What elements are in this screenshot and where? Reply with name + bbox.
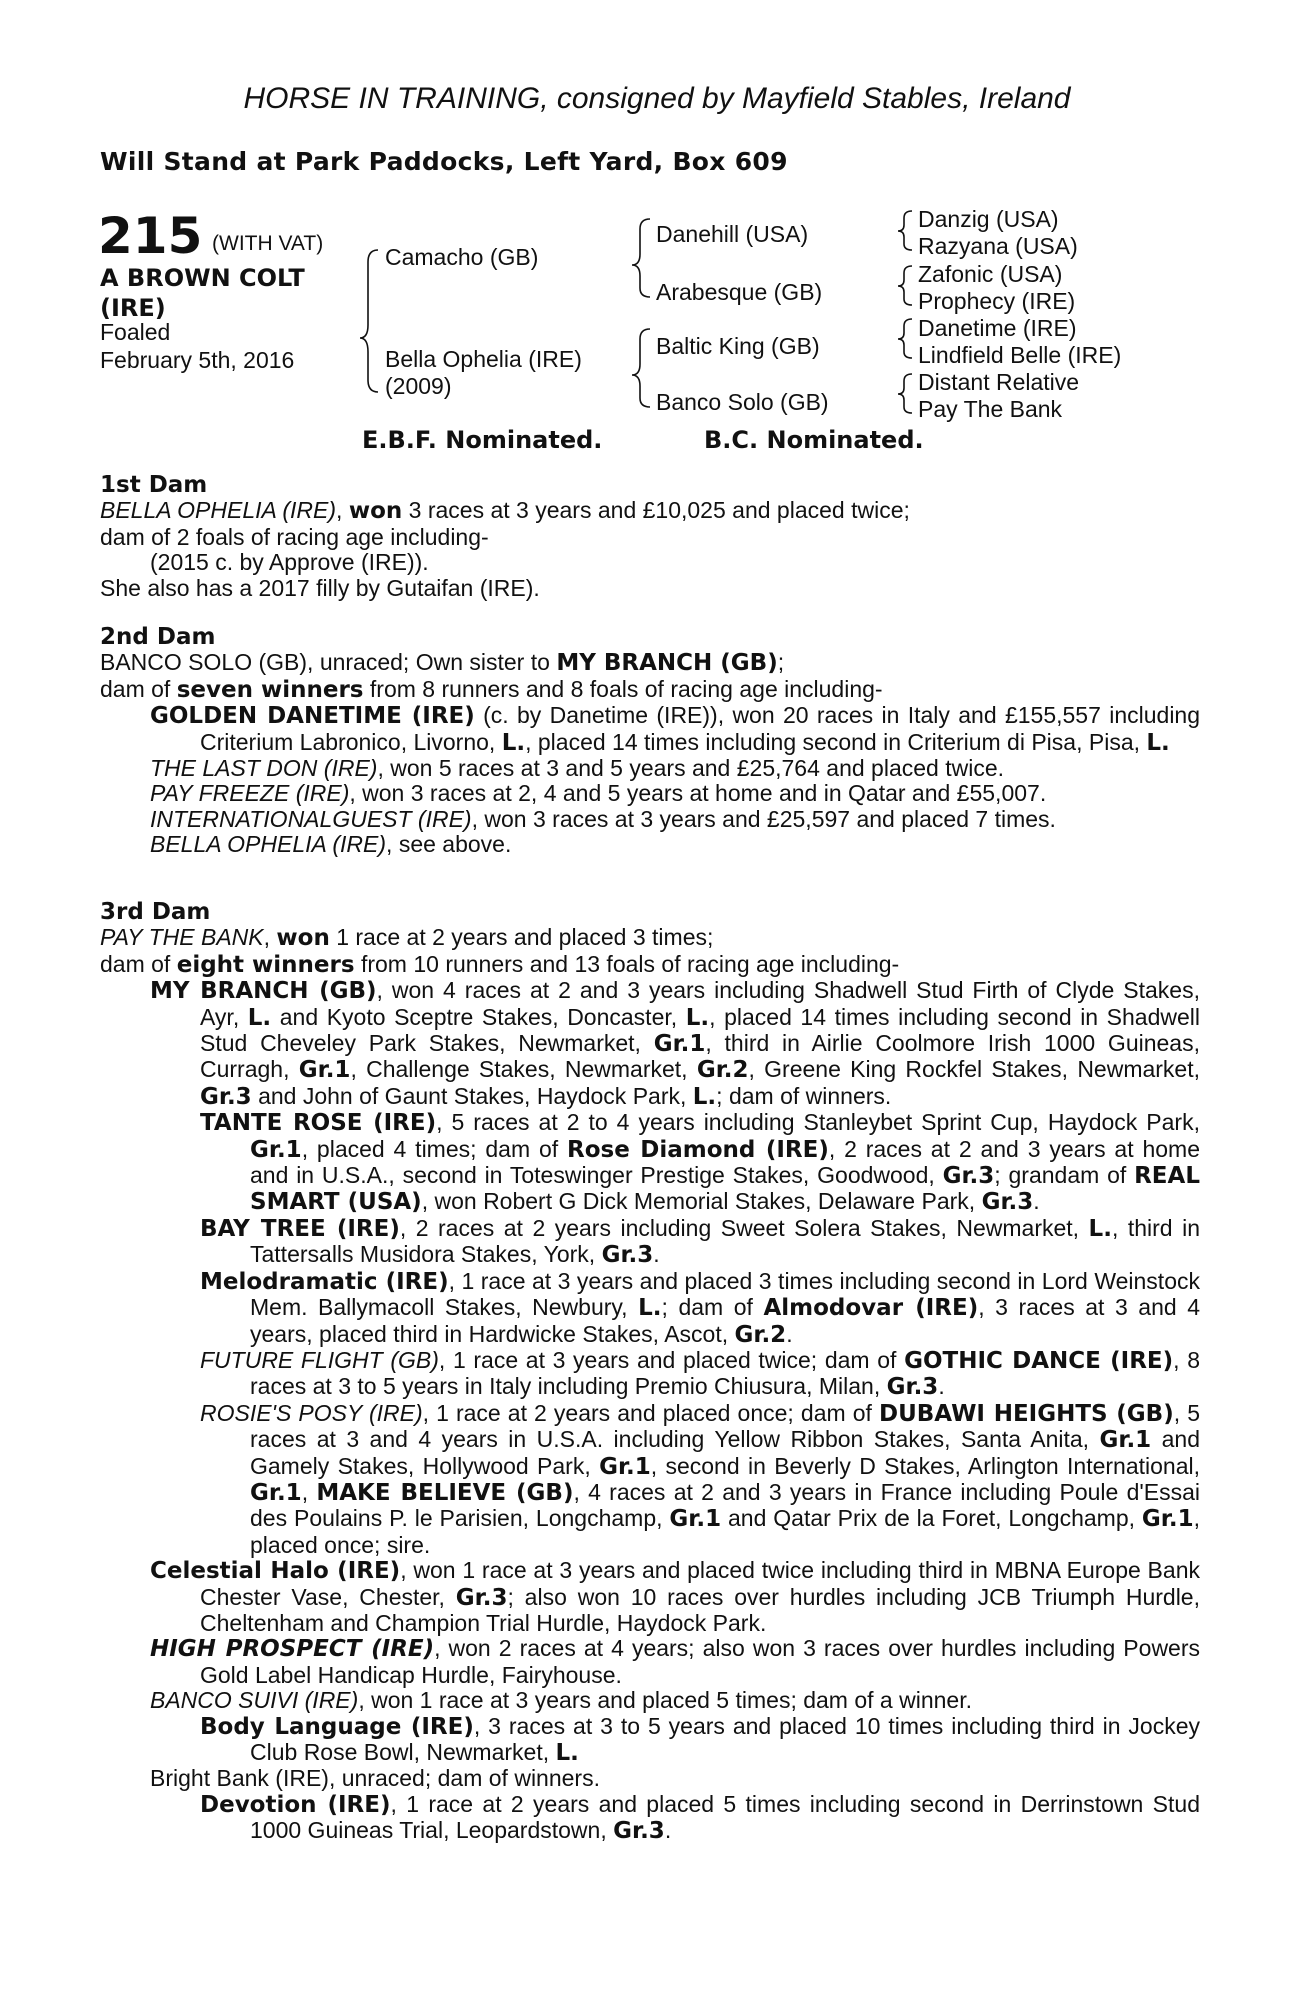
- text: , Challenge Stakes, Newmarket,: [350, 1056, 697, 1083]
- grade: Gr.1: [599, 1453, 651, 1480]
- text: .: [653, 1241, 660, 1268]
- text: , 3 races at 3 to 5 years and placed 10 times including third in Jockey Club Rose Bowl, Newmarket,: [250, 1712, 1200, 1765]
- text: ,: [301, 1478, 317, 1505]
- pedigree-sire-dam: Arabesque (GB): [656, 279, 823, 305]
- second-dam-line1: [100, 650, 1200, 676]
- grade: Gr.1: [1141, 1506, 1194, 1533]
- third-dam-line1: [100, 925, 1200, 951]
- won-word: won: [276, 925, 330, 952]
- text: , won 3 races at 3 years and £25,597 and placed 7 times.: [471, 805, 1056, 832]
- text: ,: [263, 924, 277, 951]
- horse-name: INTERNATIONALGUEST (IRE): [150, 805, 472, 832]
- text: , Greene King Rockfel Stakes, Newmarket,: [748, 1056, 1201, 1083]
- pedigree-dam-sire: Baltic King (GB): [656, 333, 820, 359]
- second-dam-heading: 2nd Dam: [100, 624, 216, 650]
- text: , 1 race at 3 years and placed 3 times including second in Lord Weinstock Mem. Ballymacoll Stakes, Newbury,: [250, 1267, 1200, 1321]
- grade: Gr.3: [455, 1584, 508, 1611]
- produce-entry: [100, 1558, 1200, 1636]
- text: , won 1 race at 3 years and placed 5 times; dam of a winner.: [358, 1687, 972, 1714]
- pedigree-g3-2: Razyana (USA): [918, 233, 1078, 259]
- horse-name: FUTURE FLIGHT (GB): [200, 1346, 439, 1373]
- third-dam-section: [100, 900, 1200, 1845]
- third-dam-heading: 3rd Dam: [100, 899, 211, 925]
- pedigree-g3-3: Zafonic (USA): [918, 261, 1063, 287]
- text: , 3 races at 3 and 4 years, placed third in Hardwicke Stakes, Ascot,: [250, 1294, 1201, 1347]
- grade: Gr.1: [669, 1506, 722, 1533]
- text: , won 4 races at 2 and 3 years including Shadwell Stud Firth of Clyde Stakes, Ayr,: [200, 977, 1200, 1030]
- text: ; dam of winners.: [716, 1082, 892, 1109]
- vat-note: (WITH VAT): [212, 232, 324, 255]
- text: , third in Airlie Coolmore Irish 1000 Guineas, Curragh,: [200, 1030, 1200, 1083]
- grade: Gr.3: [601, 1242, 654, 1269]
- grade: Gr.3: [200, 1083, 252, 1110]
- pedigree-g3-7: Distant Relative: [918, 369, 1080, 395]
- text: and Qatar Prix de la Foret, Longchamp,: [721, 1505, 1142, 1532]
- text: .: [1033, 1188, 1040, 1215]
- text: dam of: [100, 950, 177, 977]
- produce-entry: Bright Bank (IRE), unraced; dam of winners.: [150, 1765, 600, 1792]
- text: , 4 races at 2 and 3 years in France including Poule d'Essai des Poulains P. le Parisien, Longchamp,: [250, 1478, 1201, 1532]
- bold-text: eight winners: [176, 951, 355, 978]
- second-dam-section: [100, 625, 1200, 858]
- horse-name: Melodramatic (IRE): [200, 1268, 449, 1295]
- text: , placed 14 times including second in Shadwell Stud Cheveley Park Stakes, Newmarket,: [200, 1003, 1200, 1057]
- horse-name: DUBAWI HEIGHTS (GB): [879, 1400, 1174, 1427]
- third-dam-line2: [100, 952, 1200, 978]
- grade: Gr.2: [696, 1057, 749, 1084]
- pedigree-dam-year: (2009): [385, 373, 452, 399]
- grade: Gr.2: [734, 1321, 787, 1348]
- produce-entry: [100, 756, 1200, 781]
- pedigree-sire-sire: Danehill (USA): [656, 221, 809, 247]
- text: .: [664, 1817, 672, 1844]
- grade: Gr.1: [1099, 1427, 1152, 1454]
- text: , 2 races at 2 years including Sweet Solera Stakes, Newmarket,: [399, 1214, 1089, 1241]
- grade: Gr.3: [942, 1163, 995, 1190]
- produce-entry: [100, 781, 1200, 806]
- produce-entry: [100, 1216, 1200, 1269]
- horse-name: TANTE ROSE (IRE): [200, 1110, 437, 1137]
- text: , 5 races at 2 to 4 years including Stanleybet Sprint Cup, Haydock Park,: [436, 1109, 1200, 1136]
- text: , won 3 races at 2, 4 and 5 years at home and in Qatar and £55,007.: [349, 780, 1047, 807]
- text: , second in Beverly D Stakes, Arlington International,: [650, 1452, 1201, 1479]
- grade: L.: [1088, 1215, 1112, 1242]
- text: , 5 races at 3 and 4 years in U.S.A. including Yellow Ribbon Stakes, Santa Anita,: [250, 1399, 1200, 1453]
- horse-name: HIGH PROSPECT (IRE): [150, 1636, 435, 1663]
- text: (c. by Danetime (IRE)), won 20 races in Italy and £155,557 including Criterium Labronico, Livorno,: [200, 702, 1201, 755]
- produce-entry: [100, 703, 1200, 756]
- pedigree-dam: Bella Ophelia (IRE): [385, 346, 582, 372]
- text: , third in Tattersalls Musidora Stakes, York,: [250, 1214, 1200, 1268]
- text: , 1 race at 2 years and placed once; dam of: [422, 1399, 879, 1426]
- text: , won 5 races at 3 and 5 years and £25,764 and placed twice.: [377, 755, 1004, 782]
- produce-entry: [100, 1269, 1200, 1348]
- bc-nominated: B.C. Nominated.: [704, 426, 924, 454]
- produce-entry: [100, 1348, 1200, 1401]
- horse-name: MY BRANCH (GB): [150, 978, 377, 1005]
- text: , won 2 races at 4 years; also won 3 races over hurdles including Powers Gold Label Handicap Hurdle, Fairyhouse.: [200, 1635, 1201, 1688]
- horse-name: ROSIE'S POSY (IRE): [200, 1399, 423, 1426]
- horse-name: REAL SMART (USA): [250, 1163, 1200, 1216]
- grade: Gr.1: [250, 1479, 302, 1506]
- grade: L.: [638, 1295, 662, 1322]
- text: .: [786, 1320, 793, 1347]
- grade: Gr.3: [613, 1818, 665, 1845]
- first-dam-record: 3 races at 3 years and £10,025 and placed twice;: [402, 497, 910, 524]
- horse-name: PAY FREEZE (IRE): [150, 780, 350, 807]
- produce-entry: [100, 978, 1200, 1110]
- text: , won 1 race at 3 years and placed twice including third in MBNA Europe Bank Chester Vase, Chester,: [200, 1557, 1200, 1610]
- grade: L.: [692, 1083, 717, 1110]
- text: ;: [777, 649, 785, 676]
- text: , see above.: [386, 831, 512, 858]
- text: , 1 race at 3 years and placed twice; dam of: [438, 1346, 905, 1373]
- text: ; dam of: [661, 1294, 764, 1321]
- bold-name: MY BRANCH (GB): [556, 650, 778, 677]
- text: and Kyoto Sceptre Stakes, Doncaster,: [271, 1003, 686, 1030]
- produce-entry: [100, 807, 1200, 832]
- grade: L.: [555, 1740, 579, 1766]
- first-dam-foal: (2015 c. by Approve (IRE)).: [150, 549, 429, 576]
- lot-number: 215: [98, 207, 203, 265]
- text: 1 race at 2 years and placed 3 times;: [329, 924, 714, 951]
- grade: L.: [1146, 729, 1170, 756]
- first-dam-section: [100, 473, 1200, 601]
- pedigree-sire: Camacho (GB): [385, 244, 539, 270]
- text: and Gamely Stakes, Hollywood Park,: [250, 1426, 1201, 1479]
- produce-entry: [100, 1401, 1200, 1558]
- grade: Gr.1: [653, 1031, 706, 1058]
- grade: Gr.3: [981, 1189, 1034, 1216]
- text: ; also won 10 races over hurdles including JCB Triumph Hurdle, Cheltenham and Champion Trial Hurdle, Haydock Park.: [200, 1583, 1200, 1636]
- text: ; grandam of: [994, 1162, 1135, 1189]
- grade: L.: [247, 1004, 272, 1031]
- horse-name: Rose Diamond (IRE): [567, 1136, 829, 1163]
- text: from 10 runners and 13 foals of racing age including-: [354, 950, 900, 977]
- horse-name: BANCO SUIVI (IRE): [150, 1687, 359, 1714]
- horse-name: GOTHIC DANCE (IRE): [904, 1347, 1174, 1374]
- ebf-nominated: E.B.F. Nominated.: [362, 426, 603, 454]
- text: , placed once; sire.: [250, 1505, 1200, 1558]
- first-dam-name: BELLA OPHELIA (IRE): [100, 497, 337, 524]
- pedigree-g3-6: Lindfield Belle (IRE): [918, 342, 1122, 368]
- pedigree-g3-4: Prophecy (IRE): [918, 288, 1076, 314]
- text: , placed 4 times; dam of: [301, 1135, 567, 1162]
- produce-entry: [100, 1688, 1200, 1713]
- foaled-label: Foaled: [100, 319, 171, 345]
- pedigree-dam-dam: Banco Solo (GB): [656, 389, 829, 415]
- won-word: won: [348, 498, 403, 525]
- text: BANCO SOLO (GB), unraced; Own sister to: [100, 649, 557, 676]
- first-dam-line2: dam of 2 foals of racing age including-: [100, 523, 489, 550]
- horse-name: Devotion (IRE): [200, 1791, 391, 1818]
- horse-name: Celestial Halo (IRE): [150, 1558, 401, 1585]
- grade: L.: [501, 729, 526, 756]
- horse-name: PAY THE BANK: [100, 924, 264, 951]
- pedigree-g3-1: Danzig (USA): [918, 206, 1059, 232]
- produce-entry: [100, 1110, 1200, 1216]
- first-dam-line1: BELLA OPHELIA (IRE), won 3 races at 3 years and £10,025 and placed twice;: [100, 497, 910, 525]
- produce-entry: [100, 1792, 1200, 1845]
- produce-entry: [100, 1636, 1200, 1688]
- pedigree-g3-8: Pay The Bank: [918, 396, 1063, 422]
- text: , 2 races at 2 and 3 years at home and in U.S.A., second in Toteswinger Prestige Stakes, Goodwood,: [250, 1135, 1200, 1189]
- foaled-date: February 5th, 2016: [100, 347, 295, 373]
- horse-name: THE LAST DON (IRE): [150, 755, 378, 782]
- text: , 8 races at 3 to 5 years in Italy including Premio Chiusura, Milan,: [250, 1346, 1200, 1400]
- produce-entry: [100, 1714, 1200, 1767]
- horse-name: BELLA OPHELIA (IRE): [150, 831, 387, 858]
- pedigree-g3-5: Danetime (IRE): [918, 315, 1077, 341]
- catalogue-header: HORSE IN TRAINING, consigned by Mayfield Stables, Ireland: [243, 82, 1071, 115]
- horse-name: Almodovar (IRE): [763, 1295, 979, 1322]
- description-line1: A BROWN COLT: [100, 264, 305, 292]
- horse-name: MAKE BELIEVE (GB): [316, 1479, 574, 1506]
- text: from 8 runners and 8 foals of racing age including-: [363, 675, 883, 702]
- text: .: [938, 1373, 945, 1400]
- first-dam-note: She also has a 2017 filly by Gutaifan (IRE).: [100, 574, 540, 601]
- grade: Gr.3: [886, 1374, 939, 1401]
- first-dam-heading: 1st Dam: [100, 472, 208, 498]
- grade: Gr.1: [250, 1136, 302, 1163]
- text: dam of: [100, 675, 177, 702]
- description-line2: (IRE): [100, 294, 166, 322]
- grade: L.: [685, 1004, 710, 1031]
- grade: Gr.1: [298, 1057, 351, 1084]
- text: and John of Gaunt Stakes, Haydock Park,: [251, 1082, 693, 1109]
- bold-text: seven winners: [176, 676, 364, 703]
- second-dam-line2: [100, 677, 1200, 703]
- text: , won Robert G Dick Memorial Stakes, Delaware Park,: [421, 1188, 982, 1215]
- produce-entry: [100, 832, 1200, 857]
- horse-name: Body Language (IRE): [200, 1713, 474, 1740]
- horse-name: GOLDEN DANETIME (IRE): [150, 703, 475, 730]
- horse-name: BAY TREE (IRE): [200, 1215, 400, 1242]
- stand-location: Will Stand at Park Paddocks, Left Yard, Box 609: [100, 147, 788, 176]
- text: , 1 race at 2 years and placed 5 times including second in Derrinstown Stud 1000 Guineas Trial, Leopardstown,: [250, 1790, 1200, 1844]
- text: , placed 14 times including second in Criterium di Pisa, Pisa,: [525, 728, 1147, 755]
